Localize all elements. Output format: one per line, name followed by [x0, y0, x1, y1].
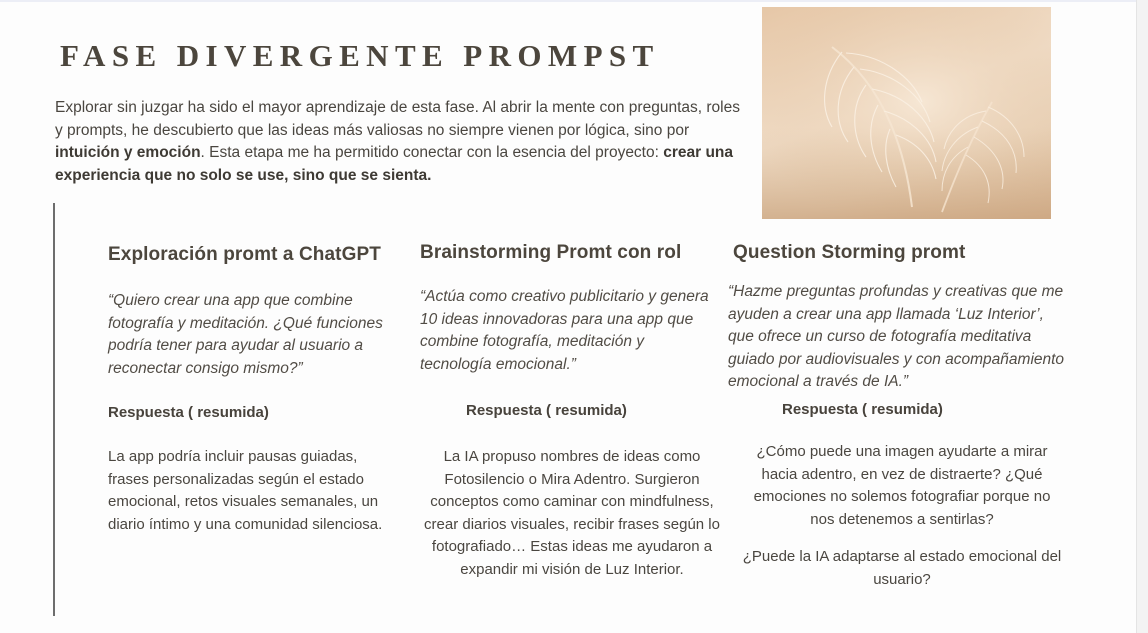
top-border: [0, 0, 1148, 2]
intro-paragraph: [55, 97, 745, 187]
column-heading: Brainstorming Promt con rol: [420, 242, 682, 263]
column-question-storming: [733, 242, 1033, 264]
column-brainstorming: [420, 242, 720, 264]
response-text: ¿Cómo puede una imagen ayudarte a mirar hacia adentro, en vez de distraerte? ¿Qué emociones no solemos fotografiar porque no nos detenemos a sentirlas?: [753, 443, 1051, 528]
response-text: ¿Puede la IA adaptarse al estado emocional del usuario?: [742, 548, 1062, 588]
response-label: Respuesta ( resumida): [466, 402, 627, 419]
prompt-quote: “Hazme preguntas profundas y creativas que me ayuden a crear una app llamada ‘Luz Interior’, que ofrece un curso de fotografía meditativa guiado por audiovisuales y con acompañamiento emocional a través de IA.”: [728, 283, 1065, 390]
column-heading: Question Storming promt: [733, 242, 966, 263]
intro-text-1: Explorar sin juzgar ha sido el mayor aprendizaje de esta fase. Al abrir la mente con preguntas, roles y prompts, he descubierto que las ideas más valiosas no siempre vienen por lógica, sino por: [55, 99, 740, 139]
column-exploracion: [108, 244, 408, 266]
intro-bold-1: intuición y emoción: [55, 144, 201, 161]
column-heading: Exploración promt a ChatGPT: [108, 244, 381, 265]
intro-bold-2: crear una experiencia que no solo se use, sino que se sienta.: [55, 144, 734, 184]
response-text: La app podría incluir pausas guiadas, frases personalizadas según el estado emocional, retos visuales semanales, un diario íntimo y una comunidad silenciosa.: [108, 448, 383, 533]
vertical-divider: [53, 203, 55, 616]
prompt-quote: “Quiero crear una app que combine fotografía y meditación. ¿Qué funciones podría tener para ayudar al usuario a reconectar consigo mismo?”: [108, 292, 383, 377]
response-text: La IA propuso nombres de ideas como Fotosilencio o Mira Adentro. Surgieron conceptos como caminar con mindfulness, crear diarios visuales, recibir frases según lo fotografiado… Estas ideas me ayudaron a expandir mi visión de Luz Interior.: [424, 448, 720, 578]
page-title: FASE DIVERGENTE PROMPST: [60, 38, 660, 73]
response-label: Respuesta ( resumida): [108, 404, 269, 421]
vertical-scrollbar[interactable]: [1136, 0, 1148, 633]
prompt-quote: “Actúa como creativo publicitario y genera 10 ideas innovadoras para una app que combine fotografía, meditación y tecnología emocional.”: [420, 288, 709, 373]
feather-photo: [762, 7, 1051, 219]
response-label: Respuesta ( resumida): [782, 401, 943, 418]
feather-icon: [762, 7, 1051, 219]
intro-text-2: . Esta etapa me ha permitido conectar con la esencia del proyecto:: [200, 144, 664, 161]
